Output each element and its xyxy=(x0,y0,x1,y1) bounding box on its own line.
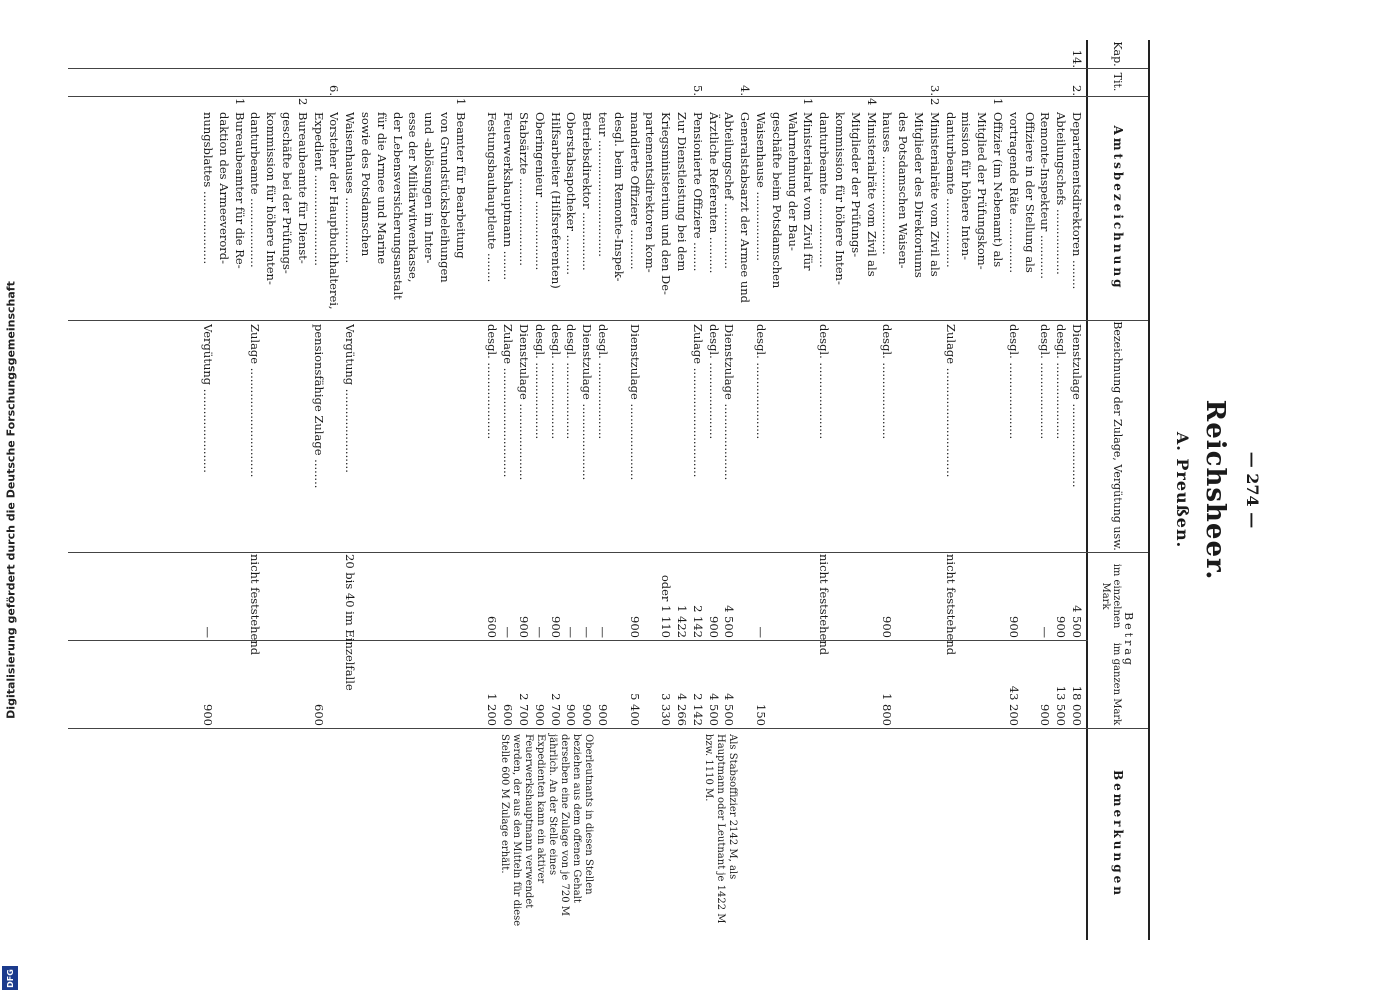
table-row xyxy=(343,40,357,940)
cell-amtsbezeichnung: Oberstabsapotheker ........... xyxy=(564,112,579,275)
table-row xyxy=(280,40,294,940)
cell-ganzen: 43 200 xyxy=(1006,685,1021,726)
cell-amtsbezeichnung: kommission für höhere Inten- xyxy=(264,112,279,285)
table-row xyxy=(233,40,247,940)
header-bemerkungen: Bemerkungen xyxy=(1111,770,1125,898)
cell-bezeichnung: desgl. ..................... xyxy=(754,324,768,440)
table-row xyxy=(691,40,705,940)
cell-ganzen: 4 500 xyxy=(706,693,721,726)
cell-bezeichnung: desgl. ..................... xyxy=(1038,324,1053,440)
table-row xyxy=(959,40,973,940)
header-kap: Kap. xyxy=(1088,40,1148,69)
cell-bezeichnung: Dienstzulage ..................... xyxy=(580,324,595,481)
page-number: — 274 — xyxy=(1243,451,1262,529)
table-row xyxy=(375,40,389,940)
cell-ganzen: 1 200 xyxy=(485,693,500,726)
cell-amtsbezeichnung: von Grundstücksbeleihungen xyxy=(438,112,452,283)
cell-amtsbezeichnung: kommission für höhere Inten- xyxy=(833,112,847,285)
cell-bezeichnung: Dienstzulage ....................... xyxy=(1070,324,1084,488)
page-title: Reichsheer. xyxy=(1200,399,1230,581)
table-row xyxy=(754,40,768,940)
cell-ganzen: 900 xyxy=(580,704,595,726)
cell-tit: 3. xyxy=(927,85,942,96)
cell-amtsbezeichnung: Expedient ......................... xyxy=(311,112,326,266)
cell-ganzen: 900 xyxy=(532,704,547,726)
table-row xyxy=(1023,40,1037,940)
cell-bezeichnung: desgl. ..................... xyxy=(880,324,895,440)
cell-bezeichnung: Dienstzulage ..................... xyxy=(627,324,642,481)
cell-einzelnen: 4 500 xyxy=(1070,605,1084,638)
cell-einzelnen: — xyxy=(754,626,768,638)
cell-ganzen: 600 xyxy=(311,704,326,726)
cell-bezeichnung: Zulage .............................. xyxy=(501,324,516,478)
remark-officers: Als Stabsoffizier 2142 M, als Hauptmann oder Leutnant je 1422 M bzw. 1110 M. xyxy=(703,734,738,924)
cell-amtsbezeichnung: Hilfsarbeiter (Hilfsreferenten) xyxy=(548,112,563,289)
cell-einzelnen: — xyxy=(201,626,215,638)
cell-einzelnen: oder 1 110 xyxy=(659,574,674,638)
cell-amtsbezeichnung: vortragende Räte ............... xyxy=(1006,112,1021,273)
cell-amtsbezeichnung: Offizier (im Nebenamt) als xyxy=(991,112,1005,268)
table-row xyxy=(201,40,215,940)
table-row xyxy=(359,40,373,940)
cell-amtsbezeichnung: danturbeamte ................... xyxy=(248,112,263,268)
cell-tit: 5. xyxy=(690,85,705,96)
cell-amtsbezeichnung: Pensionierte Offiziere ........ xyxy=(690,112,705,272)
cell-bezeichnung: Vergütung ....................... xyxy=(343,324,358,473)
cell-amtsbezeichnung: Bureaubeamter für die Re- xyxy=(232,112,247,269)
cell-einzelnen: 2 142 xyxy=(690,605,705,638)
table-row xyxy=(517,40,531,940)
table-row xyxy=(312,40,326,940)
cell-amtsbezeichnung: Bureaubeamte für Dienst- xyxy=(295,112,310,264)
cell-ganzen: 2 700 xyxy=(517,693,531,726)
table-row xyxy=(1054,40,1068,940)
table-row xyxy=(896,40,910,940)
cell-ganzen: 4 500 xyxy=(722,693,737,726)
table-row xyxy=(454,40,468,940)
cell-amtsbezeichnung: daktion des Armeeverord- xyxy=(216,112,231,264)
cell-amtsbezeichnung: und -ablösungen im Inter- xyxy=(422,112,437,264)
cell-amtsbezeichnung: nungsblattes .................... xyxy=(201,112,215,265)
cell-bezeichnung: desgl. ..................... xyxy=(1006,324,1021,440)
table-row xyxy=(406,40,420,940)
table-row xyxy=(296,40,310,940)
cell-einzelnen: 1 422 xyxy=(675,605,689,638)
cell-bezeichnung: Dienstzulage ..................... xyxy=(517,324,531,481)
table-row xyxy=(786,40,800,940)
table-row xyxy=(944,40,958,940)
document-page xyxy=(50,40,1270,940)
cell-tit: 6. xyxy=(327,85,342,96)
cell-einzelnen: — xyxy=(532,626,547,638)
cell-amtsbezeichnung: Kriegsministerium und den De- xyxy=(659,112,674,295)
cell-einzelnen: 900 xyxy=(1006,616,1021,638)
funding-notice: Digitalisierung gefördert durch die Deutsche Forschungsgemeinschaft xyxy=(4,281,18,719)
table-row xyxy=(217,40,231,940)
cell-amtsbezeichnung: Ministerialräte vom Zivil als xyxy=(864,112,879,277)
cell-bezeichnung: desgl. ..................... xyxy=(564,324,579,440)
table-row xyxy=(612,40,626,940)
cell-einzelnen: 900 xyxy=(517,616,531,638)
cell-einzelnen: — xyxy=(1038,626,1053,638)
cell-amtsbezeichnung: des Potsdamschen Waisen- xyxy=(896,112,911,269)
cell-count: 2 xyxy=(927,98,942,106)
cell-einzelnen: 600 xyxy=(485,616,500,638)
cell-amtsbezeichnung: Feuerwerkshauptmann ........ xyxy=(501,112,516,281)
cell-einzelnen: 900 xyxy=(880,616,895,638)
cell-amtsbezeichnung: Ärztliche Referenten .......... xyxy=(706,112,721,274)
table-row xyxy=(1007,40,1021,940)
cell-amtsbezeichnung: Departementsdirektoren ........ xyxy=(1070,112,1084,290)
table-row xyxy=(643,40,657,940)
table-row xyxy=(975,40,989,940)
cell-bezeichnung: Dienstzulage ..................... xyxy=(722,324,737,481)
cell-einzelnen: 20 bis 40 im Einzelfalle xyxy=(343,554,358,691)
table-row xyxy=(849,40,863,940)
table-row xyxy=(596,40,610,940)
cell-amtsbezeichnung: Abteilungschefs .................. xyxy=(1054,112,1069,275)
cell-amtsbezeichnung: mandierte Offiziere ........... xyxy=(627,112,642,270)
table-row xyxy=(501,40,515,940)
table-row xyxy=(770,40,784,940)
cell-amtsbezeichnung: Ministerialrat vom Zivil für xyxy=(801,112,816,271)
table-row xyxy=(485,40,499,940)
table-row xyxy=(707,40,721,940)
cell-tit: 4. xyxy=(738,85,753,96)
cell-amtsbezeichnung: geschäfte beim Potsdamschen xyxy=(769,112,784,289)
cell-ganzen: 600 xyxy=(501,704,516,726)
cell-amtsbezeichnung: Oberingenieur ................... xyxy=(532,112,547,271)
table-row xyxy=(470,40,484,940)
table-row xyxy=(422,40,436,940)
table-row xyxy=(738,40,752,940)
cell-amtsbezeichnung: geschäfte bei der Prüfungs- xyxy=(280,112,294,274)
cell-amtsbezeichnung: Offiziere in der Stellung als xyxy=(1022,112,1037,273)
cell-amtsbezeichnung: Mitglieder des Direktoriums xyxy=(912,112,926,278)
cell-bezeichnung: desgl. ..................... xyxy=(485,324,500,440)
cell-ganzen: 2 142 xyxy=(690,693,705,726)
cell-einzelnen: — xyxy=(580,626,595,638)
cell-amtsbezeichnung: Waisenhause ................... xyxy=(754,112,768,261)
cell-amtsbezeichnung: Mitglied der Prüfungskom- xyxy=(975,112,990,270)
header-im-ganzen: im ganzen Mark xyxy=(1111,642,1123,726)
cell-amtsbezeichnung: Wahrnehmung der Bau- xyxy=(785,112,800,251)
cell-amtsbezeichnung: Abteilungschef .................. xyxy=(722,112,737,269)
cell-amtsbezeichnung: Generalstabsarzt der Armee und xyxy=(738,112,753,304)
cell-amtsbezeichnung: Betriebsdirektor ................ xyxy=(580,112,595,271)
cell-ganzen: 2 700 xyxy=(548,693,563,726)
cell-amtsbezeichnung: danturbeamte ................... xyxy=(817,112,832,268)
cell-bezeichnung: desgl. ..................... xyxy=(532,324,547,440)
cell-bezeichnung: desgl. ..................... xyxy=(1054,324,1069,440)
table-row xyxy=(564,40,578,940)
cell-bezeichnung: Vergütung ....................... xyxy=(201,324,215,473)
table-row xyxy=(549,40,563,940)
cell-bezeichnung: Zulage .............................. xyxy=(943,324,958,478)
cell-amtsbezeichnung: desgl. beim Remonte-Inspek- xyxy=(611,112,626,282)
cell-amtsbezeichnung: der Lebensversicherungsanstalt xyxy=(390,112,405,300)
table-row xyxy=(1038,40,1052,940)
cell-ganzen: 13 500 xyxy=(1054,685,1069,726)
cell-einzelnen: 900 xyxy=(1054,616,1069,638)
cell-amtsbezeichnung: Ministerialräte vom Zivil als xyxy=(927,112,942,277)
cell-einzelnen: — xyxy=(596,626,610,638)
header-betrag xyxy=(1088,552,1148,729)
table-row xyxy=(391,40,405,940)
cell-ganzen: 900 xyxy=(201,704,215,726)
header-bezeichnung: Bezeichnung der Zulage, Vergütung usw. xyxy=(1088,320,1148,553)
cell-count: 1 xyxy=(991,98,1005,106)
cell-amtsbezeichnung: Remonte-Inspekteur ............ xyxy=(1038,112,1053,279)
header-betrag-label: Betrag xyxy=(1122,612,1136,668)
cell-einzelnen: nicht feststehend xyxy=(817,554,832,656)
table-header xyxy=(1086,40,1150,940)
table-row xyxy=(248,40,262,940)
cell-bezeichnung: desgl. ..................... xyxy=(706,324,721,440)
cell-ganzen: 900 xyxy=(564,704,579,726)
cell-ganzen: 150 xyxy=(754,704,768,726)
table-row xyxy=(928,40,942,940)
table-row xyxy=(580,40,594,940)
cell-amtsbezeichnung: Zur Dienstleistung bei dem xyxy=(675,112,689,272)
cell-count: 2 xyxy=(295,98,310,106)
cell-ganzen: 5 400 xyxy=(627,693,642,726)
cell-bezeichnung: Zulage .............................. xyxy=(690,324,705,478)
header-amtsbezeichnung: Amtsbezeichnung xyxy=(1088,96,1148,321)
cell-amtsbezeichnung: sowie des Potsdamschen xyxy=(359,112,373,257)
cell-einzelnen: 900 xyxy=(706,616,721,638)
table-row xyxy=(659,40,673,940)
sidebar xyxy=(0,0,22,1000)
table-row xyxy=(817,40,831,940)
cell-ganzen: 900 xyxy=(596,704,610,726)
cell-bezeichnung: desgl. ..................... xyxy=(596,324,610,440)
table-row xyxy=(438,40,452,940)
cell-amtsbezeichnung: esse der Militärwitwenkasse, xyxy=(406,112,421,283)
cell-ganzen: 4 266 xyxy=(675,693,689,726)
cell-amtsbezeichnung: für die Armee und Marine xyxy=(374,112,389,265)
cell-einzelnen: 4 500 xyxy=(722,605,737,638)
remark-oberleutnants: Oberleutnants in diesen Stellen beziehen aus dem offenen Gehalt derselben eine Zulage von je 720 M jährlich. An der Stelle eines Expedienten kann ein aktiver Feuerwerkshauptmann verwendet werden, der aus den Mitteln für diese Stelle 600 M Zulage erhält. xyxy=(499,734,594,927)
table-row xyxy=(912,40,926,940)
table-row xyxy=(533,40,547,940)
cell-ganzen: 900 xyxy=(1038,704,1053,726)
cell-count: 1 xyxy=(453,98,468,106)
table-row xyxy=(865,40,879,940)
cell-einzelnen: nicht feststehend xyxy=(943,554,958,656)
cell-count: 1 xyxy=(232,98,247,106)
cell-einzelnen: — xyxy=(501,626,516,638)
header-tit: Tit. xyxy=(1088,68,1148,97)
cell-einzelnen: 900 xyxy=(548,616,563,638)
table-row xyxy=(991,40,1005,940)
cell-bezeichnung: desgl. ..................... xyxy=(817,324,832,440)
cell-amtsbezeichnung: teur ................................ xyxy=(596,112,610,257)
table-row xyxy=(722,40,736,940)
cell-amtsbezeichnung: Beamter für Bearbeitung xyxy=(453,112,468,259)
table-row xyxy=(628,40,642,940)
table-row xyxy=(264,40,278,940)
table-row xyxy=(675,40,689,940)
cell-amtsbezeichnung: Stabsärzte ........................ xyxy=(517,112,531,266)
table-row xyxy=(1070,40,1084,940)
cell-amtsbezeichnung: Waisenhauses .................. xyxy=(343,112,358,264)
cell-bezeichnung: Zulage .............................. xyxy=(248,324,263,478)
cell-amtsbezeichnung: danturbeamte ................... xyxy=(943,112,958,268)
cell-bezeichnung: pensionsfähige Zulage ........ xyxy=(311,324,326,489)
cell-amtsbezeichnung: Vorsteher der Hauptbuchhalterei, xyxy=(327,112,342,310)
dfg-logo: DFG xyxy=(2,966,18,990)
cell-einzelnen: — xyxy=(564,626,579,638)
header-im-einzelnen: im einzelnen Mark xyxy=(1100,563,1123,629)
cell-tit: 2. xyxy=(1070,85,1084,96)
cell-amtsbezeichnung: Festungsbauhauptleute ........ xyxy=(485,112,500,283)
cell-ganzen: 3 330 xyxy=(659,693,674,726)
cell-ganzen: 1 800 xyxy=(880,693,895,726)
table-row xyxy=(880,40,894,940)
table-body xyxy=(68,40,1088,940)
cell-bezeichnung: desgl. ..................... xyxy=(548,324,563,440)
cell-einzelnen: nicht feststehend xyxy=(248,554,263,656)
table-row xyxy=(327,40,341,940)
section-title: A. Preußen. xyxy=(1173,431,1192,549)
table-row xyxy=(801,40,815,940)
table-row xyxy=(833,40,847,940)
cell-count: 4 xyxy=(864,98,879,106)
cell-einzelnen: 900 xyxy=(627,616,642,638)
cell-amtsbezeichnung: partementsdirektoren kom- xyxy=(643,112,658,273)
cell-amtsbezeichnung: Mitglieder der Prüfungs- xyxy=(848,112,863,258)
cell-amtsbezeichnung: mission für höhere Inten- xyxy=(959,112,974,261)
cell-count: 1 xyxy=(801,98,816,106)
cell-kap: 14. xyxy=(1070,49,1084,68)
cell-amtsbezeichnung: hauses ........................... xyxy=(880,112,895,255)
cell-ganzen: 18 000 xyxy=(1070,685,1084,726)
